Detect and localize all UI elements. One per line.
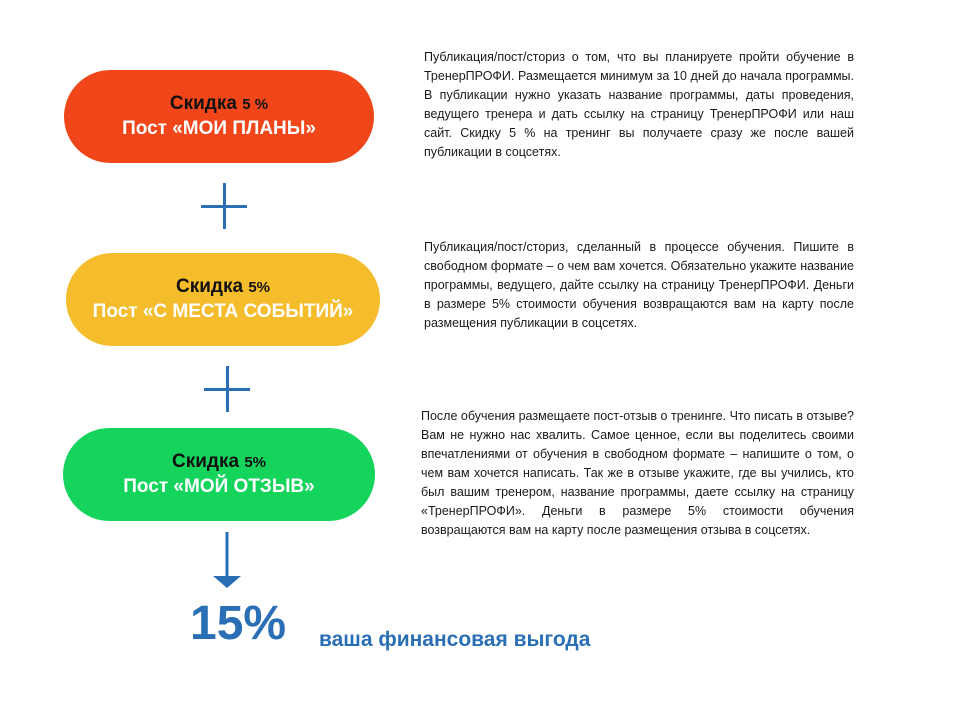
plus-icon: [204, 366, 250, 412]
step-1-post-label: Пост «МОИ ПЛАНЫ»: [122, 117, 316, 139]
plus-icon: [201, 183, 247, 229]
step-2-discount-value: 5%: [248, 278, 271, 296]
step-3-discount-value: 5%: [244, 453, 267, 471]
step-2-discount: [176, 275, 270, 300]
step-1-discount-word: Скидка: [169, 92, 237, 114]
step-3-description: После обучения размещаете пост-отзыв о тренинге. Что писать в отзыве? Вам не нужно нас хвалить. Самое ценное, если вы поделитесь своими впечатлениями от обучения в свободном формате – напишите о том, о чем вам хочется написать. Так же в отзыве укажите, где вы учились, кто был вашим тренером, название программы, даете ссылку на страницу «ТренерПРОФИ». Деньги в размере 5% стоимости обучения возвращаются вам на карту после размещения отзыва в соцсетях.: [421, 409, 854, 537]
step-3-discount-word: Скидка: [171, 450, 240, 472]
step-3-discount: [172, 450, 266, 475]
total-percent: 15%: [190, 597, 287, 650]
step-3-pill: [63, 428, 375, 521]
step-2-post-label: Пост «С МЕСТА СОБЫТИЙ»: [92, 300, 354, 322]
arrow-down-icon: [212, 532, 242, 588]
step-1-discount: [170, 92, 268, 117]
step-1-discount-value: 5 %: [242, 95, 269, 113]
step-2-description: Публикация/пост/сториз, сделанный в процессе обучения. Пишите в свободном формате – о чем вам хочется. Обязательно укажите название программы, ведущего, дайте ссылку на страницу ТренерПРОФИ. Деньги в размере 5% стоимости обучения возвращаются вам на карту после размещения публикации в соцсетях.: [424, 240, 854, 330]
step-1-description: Публикация/пост/сториз о том, что вы планируете пройти обучение в ТренерПРОФИ. Размещается минимум за 10 дней до начала программы. В публикации нужно указать название программы, даты проведения, ведущего тренера и дать ссылку на страницу ТренерПРОФИ или наш сайт. Скидку 5 % на тренинг вы получаете сразу же после вашей публикации в соцсетях.: [424, 50, 854, 159]
step-2-discount-word: Скидка: [175, 275, 244, 297]
step-3-post-label: Пост «МОЙ ОТЗЫВ»: [123, 475, 315, 497]
step-2-pill: [66, 253, 380, 346]
total-caption: ваша финансовая выгода: [319, 628, 591, 651]
step-1-pill: [64, 70, 374, 163]
